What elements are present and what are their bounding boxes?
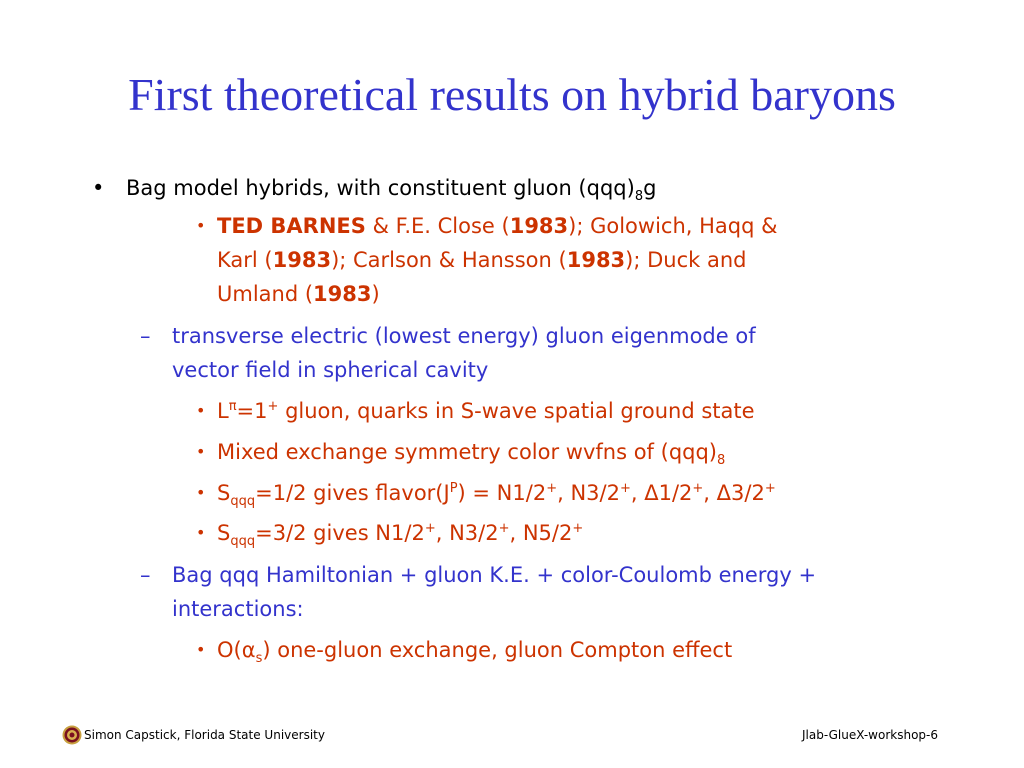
references-line-2: Karl (1983); Carlson & Hansson (1983); Duck and — [217, 248, 747, 272]
dash-marker: – — [140, 324, 151, 348]
dash-hamiltonian-line-1: Bag qqq Hamiltonian + gluon K.E. + color-Coulomb energy + — [172, 563, 817, 587]
bullet-marker: • — [196, 640, 206, 659]
footer-slide-id: Jlab-GlueX-workshop-6 — [801, 728, 938, 742]
bullet-marker: • — [196, 401, 206, 420]
references-line-3: Umland (1983) — [217, 282, 380, 306]
bullet-lpi: $L^\pi=1^+$ gluon, quarks in S-wave spatial ground state — [217, 399, 755, 423]
bullet-marker: • — [196, 216, 206, 235]
bullet-marker: • — [196, 483, 206, 502]
bullet-sqqq-half: $S_{qqq}=1/2$ gives $flavor(J^P) = N1/2^+$, N3/2+, Δ1/2+, Δ3/2+ — [217, 481, 776, 510]
dash-transverse-line-2: vector field in spherical cavity — [172, 358, 489, 382]
dash-marker: – — [140, 563, 151, 587]
footer-author: Simon Capstick, Florida State University — [84, 728, 325, 742]
slide-title: First theoretical results on hybrid baryons — [128, 69, 896, 120]
bullet-sqqq-three-half: $S_{qqq}=3/2$ gives N1/2+, N3/2+, N5/2+ — [217, 521, 584, 550]
bullet-marker: • — [92, 176, 105, 200]
bullet-one-gluon: $O(\alpha_s)$ one-gluon exchange, gluon Compton effect — [217, 638, 733, 667]
dash-hamiltonian-line-2: interactions: — [172, 597, 304, 621]
bullet-marker: • — [196, 523, 206, 542]
references-line-1: TED BARNES & F.E. Close (1983); Golowich, Haqq & — [217, 214, 778, 238]
bullet-mixed-exchange: Mixed exchange symmetry color wvfns of $(qqq)_8$ — [217, 440, 726, 469]
bullet-marker: • — [196, 442, 206, 461]
university-seal-icon — [62, 725, 82, 745]
dash-transverse-line-1: transverse electric (lowest energy) gluon eigenmode of — [172, 324, 756, 348]
bullet-bag-model: Bag model hybrids, with constituent gluon $(qqq)_8g$ — [126, 176, 657, 205]
